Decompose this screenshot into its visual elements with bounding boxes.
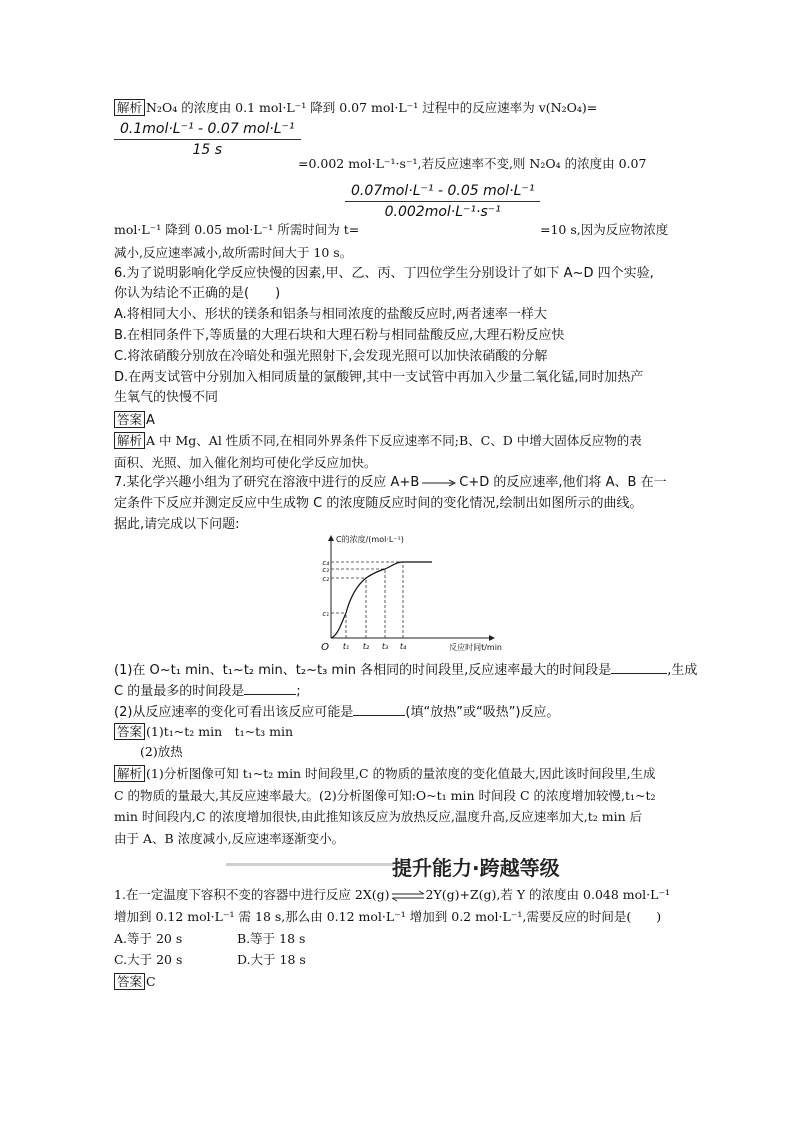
option-c: C.将浓硝酸分别放在冷暗处和强光照射下,会发现光照可以加快浓硝酸的分解	[114, 349, 548, 364]
fraction-2	[345, 183, 540, 220]
analysis-text: 面积、光照、加入催化剂均可使化学反应加快。	[114, 455, 377, 470]
question-stem: 增加到 0.12 mol·L⁻¹ 需 18 s,那么由 0.12 mol·L⁻¹ 增加到 0.2 mol·L⁻¹,需要反应的时间是( )	[114, 909, 662, 924]
answer-text: C	[146, 974, 156, 989]
option-b: B.在相同条件下,等质量的大理石块和大理石粉与相同盐酸反应,大理石粉反应快	[114, 328, 565, 343]
option-b: B.等于 18 s	[237, 931, 306, 946]
y-tick-label: c₃	[322, 566, 329, 574]
x-tick-label: t₁	[342, 642, 350, 651]
analysis-text: (1)分析图像可知 t₁~t₂ min 时间段里,C 的物质的量浓度的变化值最大,因此该时间段里,生成	[146, 766, 656, 781]
answer-line	[114, 973, 156, 991]
origin-label: O	[321, 642, 329, 653]
x-axis-title: 反应时间t/min	[449, 643, 502, 652]
analysis-text: 减小,反应速率减小,故所需时间大于 10 s。	[114, 245, 353, 260]
section-title: 提升能力·跨越等级	[392, 856, 560, 880]
subquestion-text: ;	[296, 684, 301, 699]
answer-line	[114, 411, 155, 430]
analysis-tag: 解析	[114, 99, 145, 116]
y-axis-title: C的浓度/(mol·L⁻¹)	[336, 535, 404, 544]
question-text: 1.在一定温度下容积不变的容器中进行反应 2X(g)	[114, 887, 390, 902]
analysis-tag: 解析	[114, 432, 145, 449]
analysis-text: =0.002 mol·L⁻¹·s⁻¹,若反应速率不变,则 N₂O₄ 的浓度由 0.07	[298, 156, 647, 171]
option-a: A.将相同大小、形状的镁条和铝条与相同浓度的盐酸反应时,两者速率一样大	[114, 307, 547, 322]
subquestion-text: (2)从反应速率的变化可看出该反应可能是	[114, 705, 354, 720]
answer-text: A	[146, 413, 155, 428]
y-tick-label: c₁	[322, 610, 329, 618]
analysis-tag: 解析	[114, 765, 145, 782]
y-tick-label: c₄	[322, 559, 329, 567]
subquestion-text: (1)在 O~t₁ min、t₁~t₂ min、t₂~t₃ min 各相同的时间段里,反应速率最大的时间段是	[114, 663, 612, 678]
fraction-denominator: 15 s	[192, 142, 223, 158]
analysis-line	[114, 432, 642, 450]
answer-tag: 答案	[114, 723, 145, 740]
analysis-text: N₂O₄ 的浓度由 0.1 mol·L⁻¹ 降到 0.07 mol·L⁻¹ 过程中的反应速率为 v(N₂O₄)=	[146, 100, 598, 115]
question-stem: 定条件下反应并测定反应中生成物 C 的浓度随反应时间的变化情况,绘制出如图所示的曲线。	[114, 496, 643, 511]
answer-text: (2)放热	[140, 744, 183, 759]
fraction-denominator: 0.002mol·L⁻¹·s⁻¹	[384, 204, 501, 220]
question-stem: 你认为结论不正确的是( )	[114, 286, 281, 301]
equilibrium-arrow-icon	[390, 890, 426, 902]
option-c: C.大于 20 s	[114, 952, 183, 967]
answer-blank[interactable]	[353, 702, 405, 716]
section-rule	[226, 863, 394, 866]
analysis-line	[114, 99, 597, 117]
option-a: A.等于 20 s	[114, 931, 183, 946]
option-d: D.大于 18 s	[237, 952, 306, 967]
analysis-text: A 中 Mg、Al 性质不同,在相同外界条件下反应速率不同;B、C、D 中增大固体反应物的表	[146, 433, 642, 448]
subquestion-text: C 的量最多的时间段是	[114, 684, 245, 699]
subquestion-1	[114, 660, 697, 680]
question-text: 7.某化学兴趣小组为了研究在溶液中进行的反应 A+B	[114, 475, 420, 490]
answer-line	[114, 723, 293, 741]
analysis-text: 由于 A、B 浓度减小,反应速率逐渐变小。	[114, 831, 345, 846]
analysis-text: C 的物质的量最大,其反应速率最大。(2)分析图像可知:O~t₁ min 时间段 C 的浓度增加较慢,t₁~t₂	[114, 788, 656, 803]
question-stem: 6.为了说明影响化学反应快慢的因素,甲、乙、丙、丁四位学生分别设计了如下 A~D 四个实验,	[114, 266, 654, 281]
subquestion-text: ,生成	[667, 663, 698, 678]
answer-tag: 答案	[114, 973, 145, 990]
analysis-text: =10 s,因为反应物浓度	[540, 222, 669, 237]
subquestion-2	[114, 702, 560, 722]
answer-blank[interactable]	[611, 660, 667, 674]
question-stem	[114, 886, 670, 904]
reaction-arrow-icon	[419, 477, 459, 489]
subquestion-text: (填“放热”或“吸热”)反应。	[405, 705, 560, 720]
question-stem: 据此,请完成以下问题:	[114, 517, 240, 532]
question-text: C+D 的反应速率,他们将 A、B 在一	[459, 475, 667, 490]
analysis-text: min 时间段内,C 的浓度增加很快,由此推知该反应为放热反应,温度升高,反应速率加大,t₂ min 后	[114, 809, 643, 824]
question-stem	[114, 474, 667, 492]
fraction-1	[114, 121, 301, 158]
x-tick-label: t₄	[399, 642, 407, 651]
answer-tag: 答案	[114, 411, 145, 428]
question-text: 2Y(g)+Z(g),若 Y 的浓度由 0.048 mol·L⁻¹	[425, 887, 671, 902]
y-tick-label: c₂	[322, 575, 329, 583]
subquestion-1	[114, 681, 301, 701]
option-d: 生氧气的快慢不同	[114, 390, 219, 405]
analysis-text: mol·L⁻¹ 降到 0.05 mol·L⁻¹ 所需时间为 t=	[114, 222, 360, 237]
answer-blank[interactable]	[244, 681, 296, 695]
concentration-time-chart	[308, 532, 504, 656]
analysis-line	[114, 765, 656, 783]
x-tick-label: t₂	[362, 642, 370, 651]
answer-text: (1)t₁~t₂ min t₁~t₃ min	[146, 724, 294, 739]
fraction-numerator: 0.1mol·L⁻¹ - 0.07 mol·L⁻¹	[114, 121, 301, 140]
fraction-numerator: 0.07mol·L⁻¹ - 0.05 mol·L⁻¹	[345, 183, 540, 202]
x-tick-label: t₃	[381, 642, 389, 651]
option-d: D.在两支试管中分别加入相同质量的氯酸钾,其中一支试管中再加入少量二氧化锰,同时加热产	[114, 370, 644, 385]
